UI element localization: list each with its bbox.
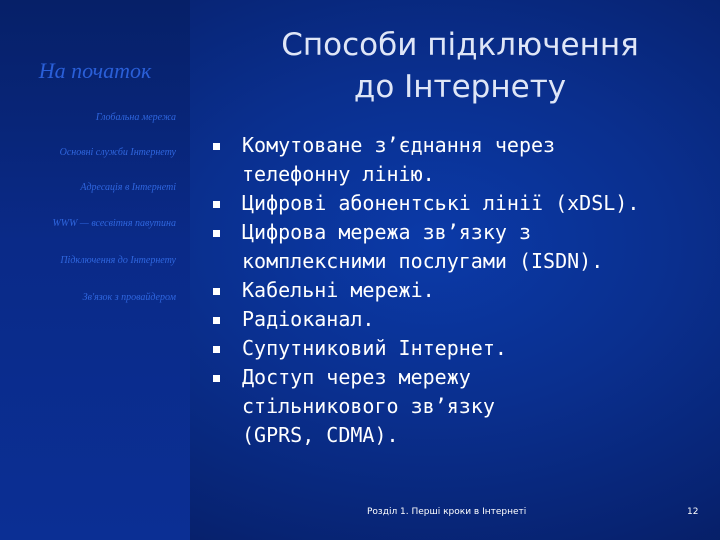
square-bullet-icon xyxy=(213,317,220,324)
nav-item-connection[interactable]: Підключення до Інтернету xyxy=(60,255,176,266)
bullet-text: (GPRS, CDMA). xyxy=(242,423,399,447)
nav-item-global-network[interactable]: Глобальна мережа xyxy=(95,112,176,123)
square-bullet-icon xyxy=(213,375,220,382)
square-bullet-icon xyxy=(213,346,220,353)
square-bullet-icon xyxy=(213,288,220,295)
bullet-text: Цифрова мережа зв’язку з xyxy=(242,220,531,244)
bullet-text: телефонну лінію. xyxy=(242,162,435,186)
bullet-item-cable xyxy=(212,276,712,305)
bullet-text: комплексними послугами (ISDN). xyxy=(242,249,604,273)
page-number: 12 xyxy=(687,507,699,517)
nav-item-internet-services[interactable]: Основні служби Інтернету xyxy=(59,147,176,158)
bullet-item-xdsl xyxy=(212,189,712,218)
bullet-item-satellite xyxy=(212,334,712,363)
bullet-text: Супутниковий Інтернет. xyxy=(242,336,507,360)
bullet-item-isdn xyxy=(212,218,712,276)
nav-item-provider[interactable]: Зв'язок з провайдером xyxy=(82,292,176,303)
nav-item-www[interactable]: WWW — всесвітня павутина xyxy=(52,218,176,229)
bullet-text: Цифрові абонентські лінії (xDSL). xyxy=(242,191,640,215)
home-link[interactable]: На початок xyxy=(38,58,152,83)
bullet-text: Кабельні мережі. xyxy=(242,278,435,302)
slide-title-line-1: Способи підключення xyxy=(281,27,639,63)
bullet-text: стільникового зв’язку xyxy=(242,394,495,418)
bullet-text: Комутоване з’єднання через xyxy=(242,133,556,157)
square-bullet-icon xyxy=(213,230,220,237)
bullet-text: Доступ через мережу xyxy=(242,365,471,389)
bullet-text: Радіоканал. xyxy=(242,307,375,331)
square-bullet-icon xyxy=(213,201,220,208)
bullet-item-cellular xyxy=(212,363,712,450)
footer-section-title: Розділ 1. Перші кроки в Інтернеті xyxy=(367,507,527,517)
bullet-item-dialup xyxy=(212,131,712,189)
sidebar-navigation xyxy=(0,0,190,540)
bullet-item-radio xyxy=(212,305,712,334)
square-bullet-icon xyxy=(213,143,220,150)
slide-title-line-2: до Інтернету xyxy=(353,69,567,105)
nav-item-addressing[interactable]: Адресація в Інтернеті xyxy=(80,182,176,193)
slide-title xyxy=(210,24,710,108)
bullet-list xyxy=(212,131,712,450)
